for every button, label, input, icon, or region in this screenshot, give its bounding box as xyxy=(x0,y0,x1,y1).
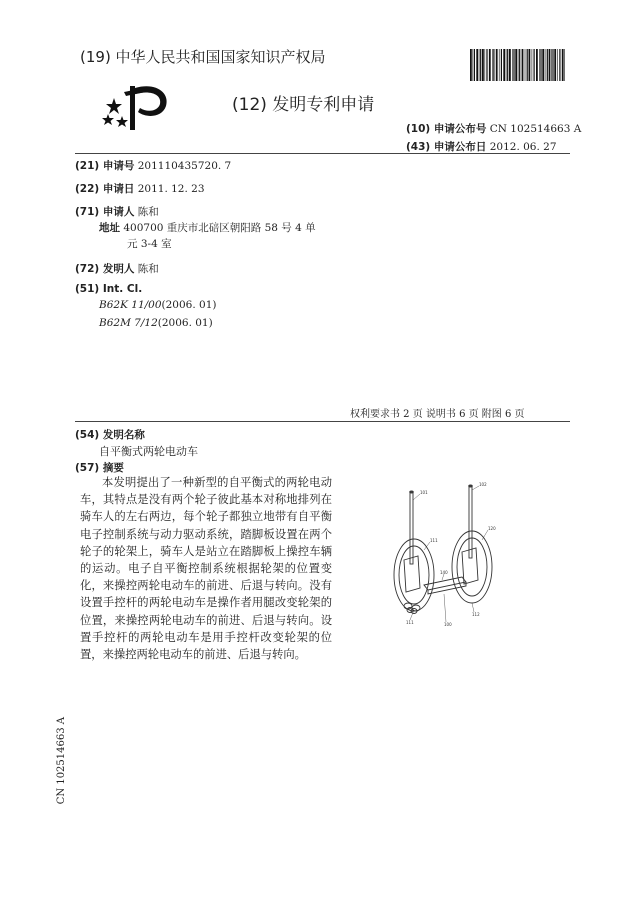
title-label: (54) 发明名称 xyxy=(75,429,145,441)
header-rule xyxy=(75,153,570,154)
abstract-text: 本发明提出了一种新型的自平衡式的两轮电动车，其特点是没有两个轮子彼此基本对称地排列在骑车人的左右两边，每个轮子都独立地带有自平衡电子控制系统与动力驱动系统，踏脚板设置在两个轮子的轮架上，骑车人是站立在踏脚板上操控车辆的运动。电子自平衡控制系统根据轮架的位置变化，来操控两轮电动车的前进、后退与转向。没有设置手控杆的两轮电动车是操作者用腿改变轮架的位置，来操控两轮电动车的前进、后退与转向。设置手控杆的两轮电动车是用手控杆改变轮架的位置，来操控两轮电动车的前进、后退与转向。 xyxy=(80,476,332,662)
figure-label: 140 xyxy=(440,570,448,575)
figure-label: 111 xyxy=(430,538,438,543)
address: 地址 400700 重庆市北碚区朝阳路 58 号 4 单 xyxy=(99,222,316,234)
figure-label: 120 xyxy=(488,526,496,531)
ipc-code: B62K 11/00(2006. 01) xyxy=(99,299,217,311)
address-line2: 元 3-4 室 xyxy=(127,238,172,250)
two-wheel-vehicle-figure xyxy=(384,470,504,630)
application-date: (22) 申请日 2011. 12. 23 xyxy=(75,183,205,195)
inventor: (72) 发明人 陈和 xyxy=(75,263,159,275)
page-counts: 权利要求书 2 页 说明书 6 页 附图 6 页 xyxy=(350,409,525,420)
sipo-logo-icon xyxy=(100,78,182,136)
office-name: (19) 中华人民共和国国家知识产权局 xyxy=(80,48,326,66)
ipc-code: B62M 7/12(2006. 01) xyxy=(99,317,213,329)
side-publication-number: CN 102514663 A xyxy=(56,717,67,805)
figure-label: 102 xyxy=(479,482,487,487)
figure-label: 100 xyxy=(444,622,452,627)
publication-number: (10) 申请公布号 CN 102514663 A xyxy=(406,123,582,135)
int-cl-label: (51) Int. Cl. xyxy=(75,283,143,295)
figure-label: 112 xyxy=(472,612,480,617)
publication-date: (43) 申请公布日 2012. 06. 27 xyxy=(406,141,557,153)
figure-label: 111 xyxy=(406,620,414,625)
application-number: (21) 申请号 201110435720. 7 xyxy=(75,160,232,172)
applicant: (71) 申请人 陈和 xyxy=(75,206,159,218)
barcode xyxy=(470,49,566,81)
document-type: (12) 发明专利申请 xyxy=(232,95,375,115)
invention-title: 自平衡式两轮电动车 xyxy=(99,445,198,458)
section-rule xyxy=(75,421,570,422)
abstract-label: (57) 摘要 xyxy=(75,462,124,474)
figure-label: 101 xyxy=(420,490,428,495)
